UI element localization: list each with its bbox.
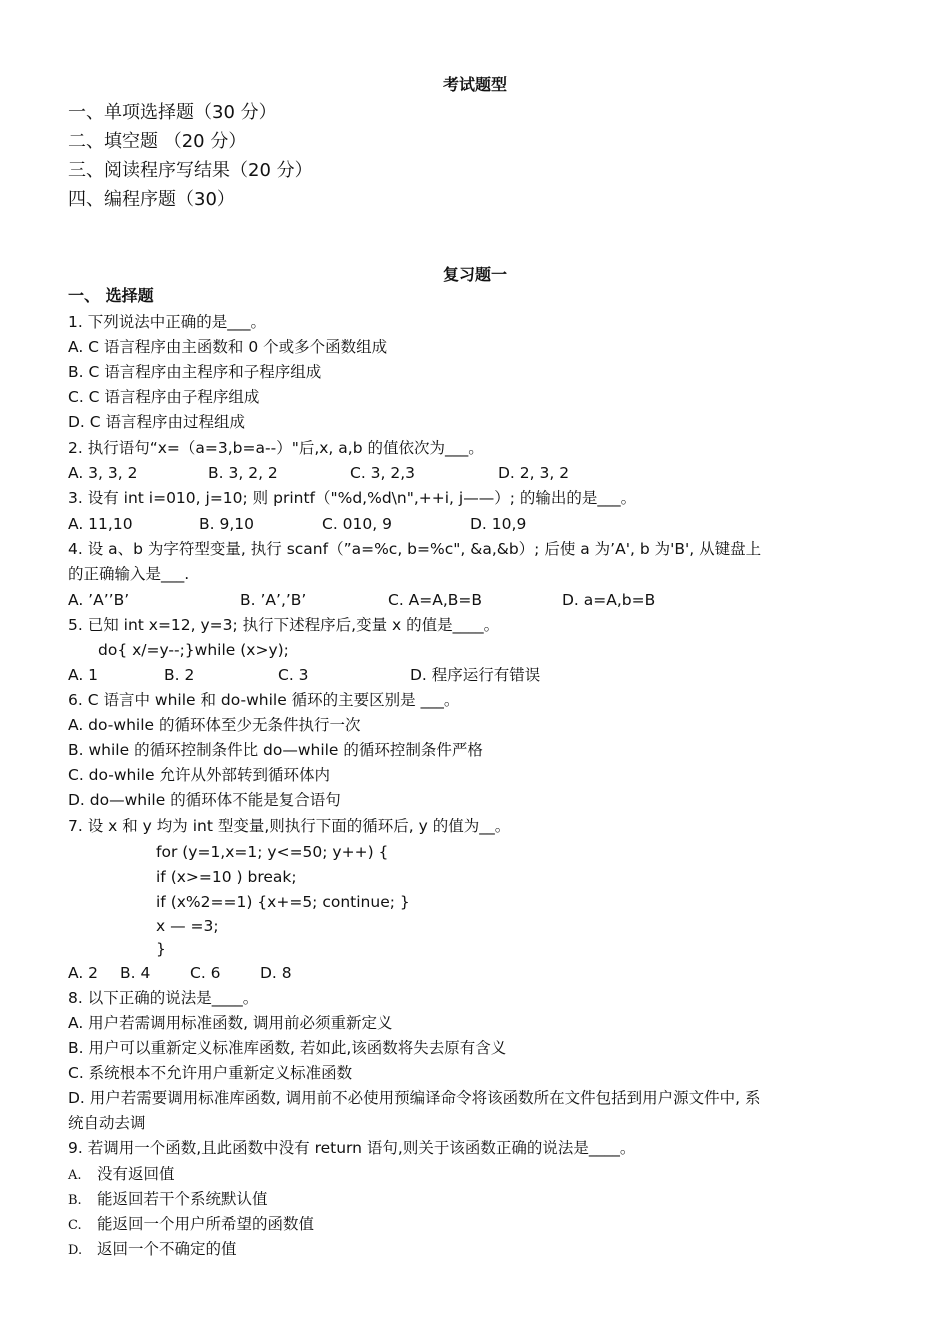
option-label: C.: [68, 1218, 82, 1233]
option: B. 4: [120, 964, 151, 982]
option: D. 8: [260, 964, 292, 982]
question-stem-continued: 的正确输入是___.: [68, 565, 190, 583]
option: A. 用户若需调用标准函数, 调用前必须重新定义: [68, 1014, 393, 1032]
option: D. C 语言程序由过程组成: [68, 413, 246, 431]
option: A. C 语言程序由主函数和 0 个或多个函数组成: [68, 338, 388, 356]
option-text: 能返回一个用户所希望的函数值: [97, 1215, 315, 1233]
option: D. do—while 的循环体不能是复合语句: [68, 791, 341, 809]
option: [68, 1164, 175, 1186]
option: B. C 语言程序由主程序和子程序组成: [68, 363, 322, 381]
option: B. 2: [164, 666, 195, 684]
review-title: 复习题一: [442, 265, 507, 284]
option: D. 用户若需要调用标准库函数, 调用前不必使用预编译命令将该函数所在文件包括到用户源文件中, 系: [68, 1089, 761, 1107]
question-stem: 9. 若调用一个函数,且此函数中没有 return 语句,则关于该函数正确的说法是____。: [68, 1139, 636, 1157]
question-stem: 1. 下列说法中正确的是___。: [68, 313, 266, 331]
option: C. do-while 允许从外部转到循环体内: [68, 766, 330, 784]
option: C. C 语言程序由子程序组成: [68, 388, 260, 406]
option: B. 用户可以重新定义标准库函数, 若如此,该函数将失去原有含义: [68, 1039, 507, 1057]
option-label: A.: [68, 1168, 82, 1183]
question-stem: 7. 设 x 和 y 均为 int 型变量,则执行下面的循环后, y 的值为__。: [68, 817, 511, 835]
option-label: D.: [68, 1243, 83, 1258]
option: D. 10,9: [470, 515, 527, 533]
option: A. 2: [68, 964, 99, 982]
option: C. 3, 2,3: [350, 464, 416, 482]
option: A. 3, 3, 2: [68, 464, 138, 482]
code-line: }: [156, 940, 166, 958]
options-row: [68, 463, 868, 483]
question-stem: 3. 设有 int i=010, j=10; 则 printf（"%d,%d\n",++i, j——）; 的输出的是___。: [68, 489, 637, 507]
code-line: if (x>=10 ) break;: [156, 868, 297, 886]
option: B. 3, 2, 2: [208, 464, 278, 482]
code-line: do{ x/=y--;}while (x>y);: [98, 641, 289, 659]
exam-type-item: 一、单项选择题（30 分）: [68, 102, 277, 123]
option: [68, 1189, 268, 1211]
option: C. 6: [190, 964, 221, 982]
options-row: [68, 963, 468, 983]
option-text: 能返回若干个系统默认值: [97, 1190, 268, 1208]
option: C. 010, 9: [322, 515, 392, 533]
code-line: x — =3;: [156, 917, 219, 935]
option: C. 系统根本不允许用户重新定义标准函数: [68, 1064, 353, 1082]
question-stem: 5. 已知 int x=12, y=3; 执行下述程序后,变量 x 的值是____。: [68, 616, 500, 634]
options-row: [68, 514, 868, 534]
section-heading: 一、 选择题: [68, 286, 154, 305]
option: D. 2, 3, 2: [498, 464, 570, 482]
code-line: if (x%2==1) {x+=5; continue; }: [156, 893, 410, 911]
option: [68, 1239, 237, 1261]
option: A. 1: [68, 666, 99, 684]
question-stem: 2. 执行语句“x=（a=3,b=a--）"后,x, a,b 的值依次为___。: [68, 439, 484, 457]
exam-type-item: 四、编程序题（30）: [68, 189, 235, 210]
question-stem: 8. 以下正确的说法是____。: [68, 989, 259, 1007]
question-stem: 6. C 语言中 while 和 do-while 循环的主要区别是 ___。: [68, 691, 460, 709]
option-text: 没有返回值: [97, 1165, 175, 1183]
option: C. 3: [278, 666, 309, 684]
option-continued: 统自动去调: [68, 1114, 146, 1132]
option: [68, 1214, 314, 1236]
option: C. A=A,B=B: [388, 591, 483, 609]
code-line: for (y=1,x=1; y<=50; y++) {: [156, 843, 389, 861]
option: B. ’A’,’B’: [240, 591, 307, 609]
option: A. do-while 的循环体至少无条件执行一次: [68, 716, 361, 734]
option: A. ’A’’B’: [68, 591, 130, 609]
exam-title: 考试题型: [442, 75, 507, 94]
option: A. 11,10: [68, 515, 133, 533]
exam-type-item: 三、阅读程序写结果（20 分）: [68, 160, 313, 181]
question-stem: 4. 设 a、b 为字符型变量, 执行 scanf（”a=%c, b=%c", &a,&b）; 后使 a 为’A', b 为'B', 从键盘上: [68, 540, 762, 558]
option: B. while 的循环控制条件比 do—while 的循环控制条件严格: [68, 741, 483, 759]
options-row: [68, 590, 868, 610]
option: B. 9,10: [199, 515, 254, 533]
option-label: B.: [68, 1193, 82, 1208]
option-text: 返回一个不确定的值: [97, 1240, 237, 1258]
exam-type-item: 二、填空题 （20 分）: [68, 131, 247, 152]
options-row: [68, 665, 868, 685]
option: D. a=A,b=B: [562, 591, 656, 609]
option: D. 程序运行有错误: [410, 666, 541, 684]
